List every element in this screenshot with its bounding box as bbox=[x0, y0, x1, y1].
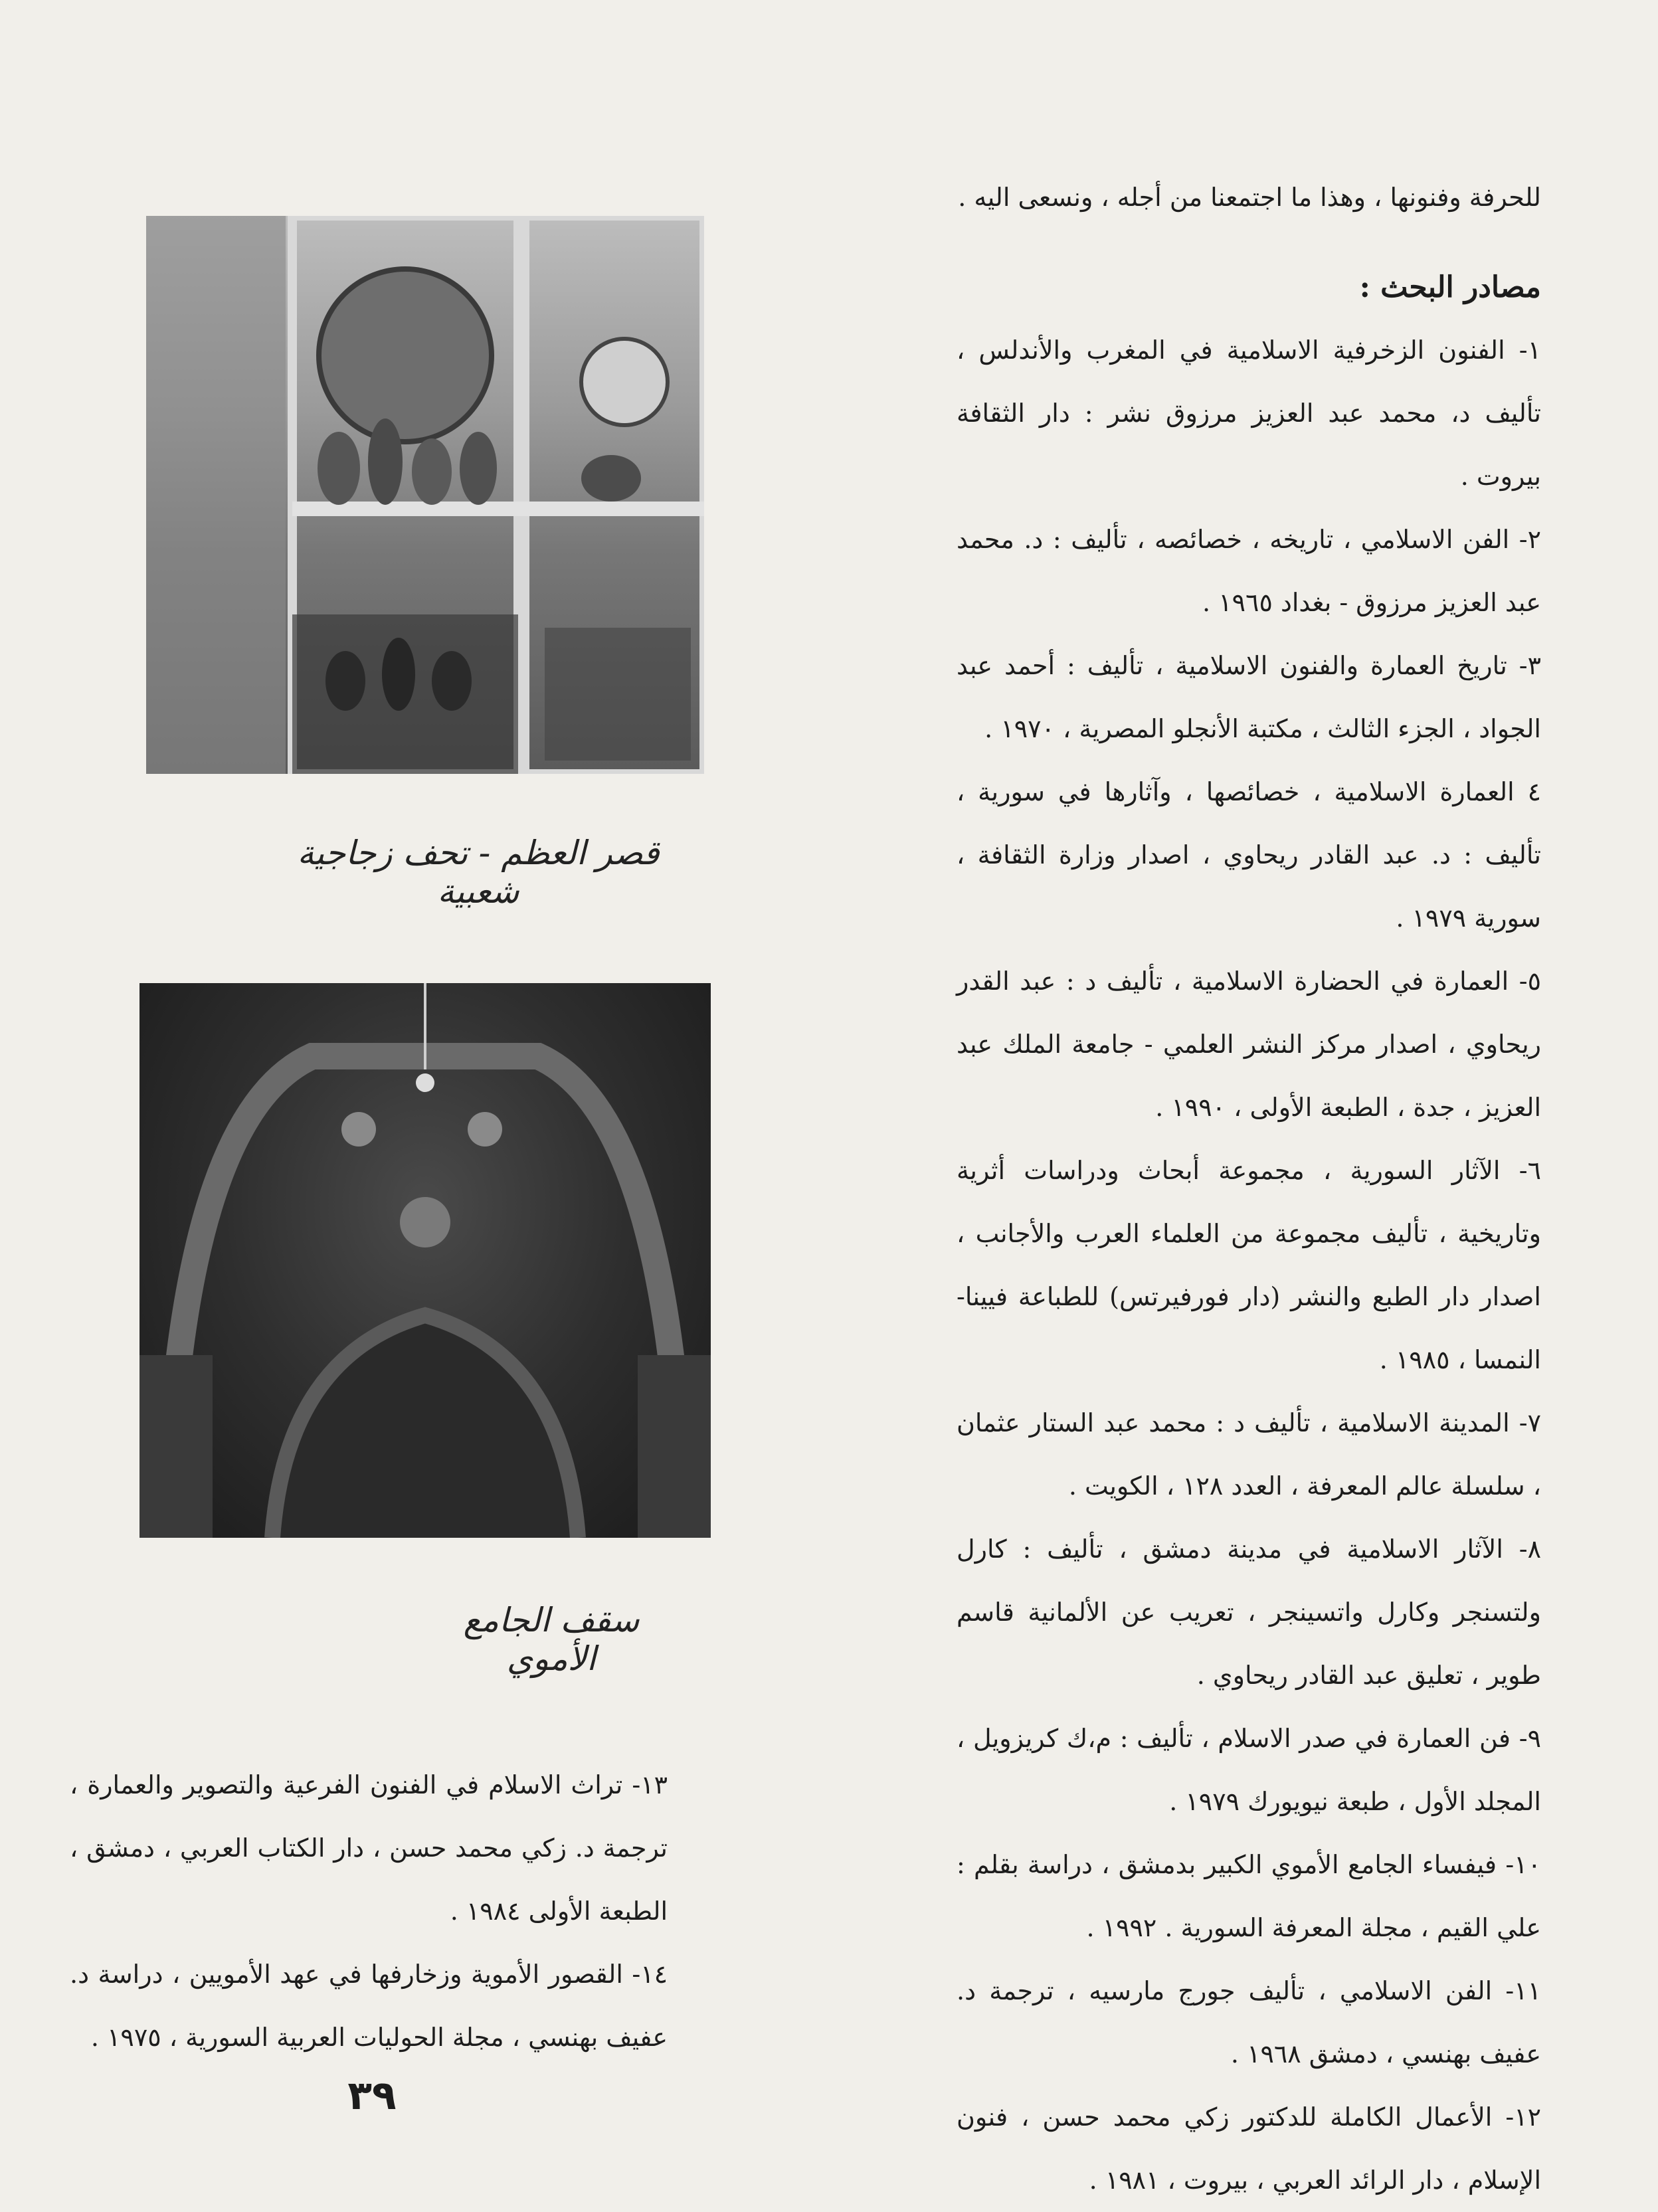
page-number: ٣٩ bbox=[347, 2073, 397, 2119]
source-item: ١٢- الأعمال الكاملة للدكتور زكي محمد حسن ، فنون الإسلام ، دار الرائد العربي ، بيروت ، ١٩٨١ . bbox=[957, 2102, 1541, 2195]
source-item: ٦- الآثار السورية ، مجموعة أبحاث ودراسات أثرية وتاريخية ، تأليف مجموعة من العلماء العرب والأجانب ، اصدار دار الطبع والنشر (دار فورفيرتس) للطباعة فيينا- النمسا ، ١٩٨٥ . bbox=[957, 1156, 1541, 1374]
source-item: ١١- الفن الاسلامي ، تأليف جورج مارسيه ، ترجمة د. عفيف بهنسي ، دمشق ١٩٦٨ . bbox=[957, 1976, 1541, 2069]
source-item: ٥- العمارة في الحضارة الاسلامية ، تأليف د : عبد القدر ريحاوي ، اصدار مركز النشر العلمي - جامعة الملك عبد العزيز ، جدة ، الطبعة الأولى ، ١٩٩٠ . bbox=[957, 967, 1541, 1122]
source-item: ١٤- القصور الأموية وزخارفها في عهد الأمويين ، دراسة د. عفيف بهنسي ، مجلة الحوليات العربية السورية ، ١٩٧٥ . bbox=[70, 1960, 668, 2052]
caption-umayyad-ceiling: سقف الجامع الأموي bbox=[463, 1601, 640, 1678]
glass-shelves-image bbox=[146, 216, 704, 774]
source-item: ٤ العمارة الاسلامية ، خصائصها ، وآثارها في سورية ، تأليف : د. عبد القادر ريحاوي ، اصدار وزارة الثقافة ، سورية ١٩٧٩ . bbox=[957, 777, 1541, 933]
mosque-ceiling-image bbox=[139, 983, 711, 1538]
caption-glass-artifacts: قصر العظم - تحف زجاجية شعبية bbox=[297, 834, 660, 911]
intro-text: للحرفة وفنونها ، وهذا ما اجتمعنا من أجله ، ونسعى اليه . bbox=[958, 183, 1541, 212]
source-item: ٨- الآثار الاسلامية في مدينة دمشق ، تأليف : كارل ولتسنجر وكارل واتسينجر ، تعريب عن الألمانية قاسم طوير ، تعليق عبد القادر ريحاوي . bbox=[957, 1534, 1541, 1690]
source-item: ٢- الفن الاسلامي ، تاريخه ، خصائصه ، تأليف : د. محمد عبد العزيز مرزوق - بغداد ١٩٦٥ . bbox=[957, 525, 1541, 617]
sources-heading: مصادر البحث : bbox=[1359, 270, 1541, 304]
source-item: ٧- المدينة الاسلامية ، تأليف د : محمد عبد الستار عثمان ، سلسلة عالم المعرفة ، العدد ١٢٨ ، الكويت . bbox=[957, 1408, 1541, 1501]
right-column bbox=[957, 166, 1541, 2212]
photo-umayyad-ceiling bbox=[139, 983, 711, 1538]
source-item: ١- الفنون الزخرفية الاسلامية في المغرب والأندلس ، تأليف د، محمد عبد العزيز مرزوق نشر : دار الثقافة بيروت . bbox=[957, 335, 1541, 491]
source-item: ١٠- فيفساء الجامع الأموي الكبير بدمشق ، دراسة بقلم : علي القيم ، مجلة المعرفة السورية . ١٩٩٢ . bbox=[957, 1850, 1541, 1942]
left-column bbox=[70, 1754, 668, 2069]
source-item: ١٣- تراث الاسلام في الفنون الفرعية والتصوير والعمارة ، ترجمة د. زكي محمد حسن ، دار الكتاب العربي ، دمشق ، الطبعة الأولى ١٩٨٤ . bbox=[70, 1770, 668, 1926]
source-item: ٩- فن العمارة في صدر الاسلام ، تأليف : م،ك كريزويل ، المجلد الأول ، طبعة نيويورك ١٩٧٩ . bbox=[957, 1724, 1541, 1816]
source-item: ٣- تاريخ العمارة والفنون الاسلامية ، تأليف : أحمد عبد الجواد ، الجزء الثالث ، مكتبة الأنجلو المصرية ، ١٩٧٠ . bbox=[957, 651, 1541, 743]
photo-glass-artifacts bbox=[146, 216, 704, 774]
